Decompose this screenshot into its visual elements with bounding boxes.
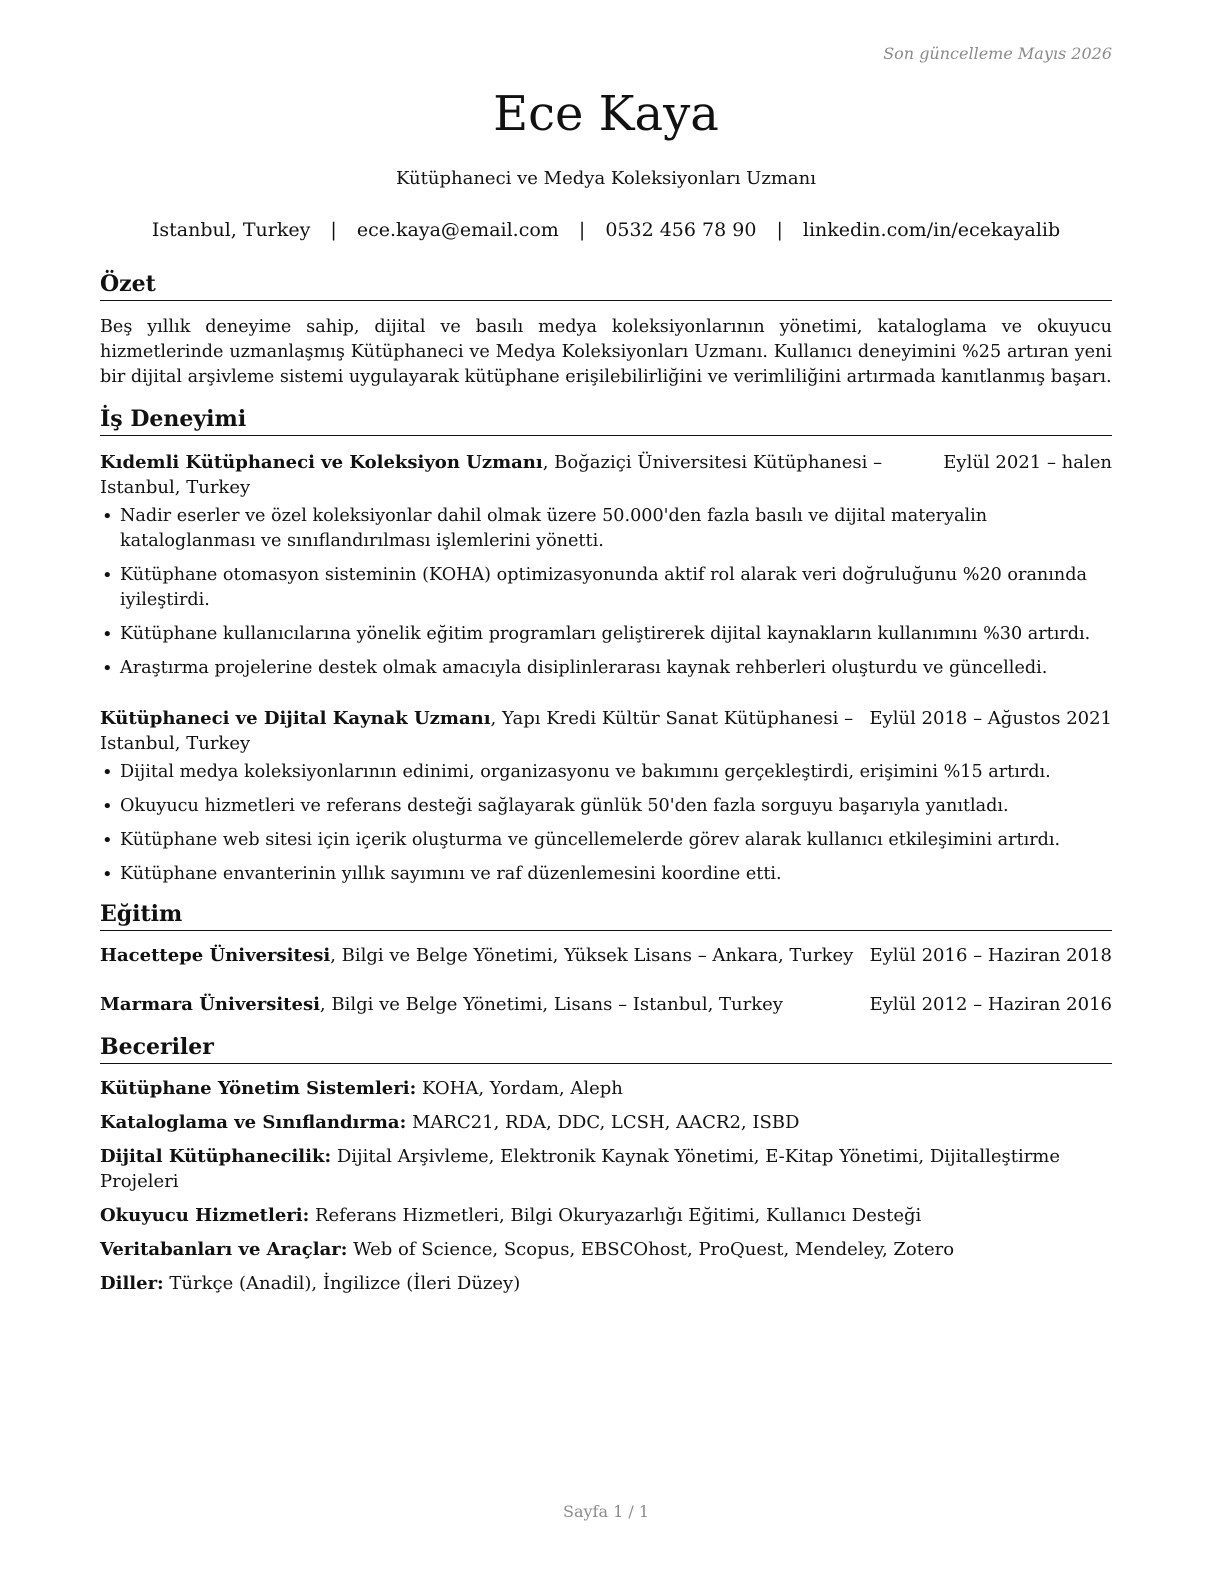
skill-row — [100, 1271, 1112, 1296]
skill-label: Veritabanları ve Araçlar: — [100, 1239, 348, 1260]
job-bullets — [100, 504, 1112, 681]
education-dates: Eylül 2016 – Haziran 2018 — [869, 945, 1112, 966]
job-organization: , Yapı Kredi Kültür Sanat Kütüphanesi – Istanbul, Turkey — [100, 708, 854, 754]
summary-text: Beş yıllık deneyime sahip, dijital ve basılı medya koleksiyonlarının yönetimi, kataloglama ve okuyucu hizmetlerinde uzmanlaşmış Kütüphaneci ve Medya Koleksiyonları Uzmanı. Kullanıcı deneyimini %25 artıran yeni bir dijital arşivleme sistemi uygulayarak kütüphane erişilebilirliğini ve verimliliğini artırmada kanıtlanmış başarı. — [100, 317, 1112, 387]
education-entry — [100, 992, 1112, 1017]
education-entry — [100, 943, 1112, 968]
skill-label: Dijital Kütüphanecilik: — [100, 1146, 332, 1167]
section-heading: İş Deneyimi — [100, 405, 1112, 436]
skill-value: KOHA, Yordam, Aleph — [416, 1078, 623, 1099]
education-school: Hacettepe Üniversitesi — [100, 945, 331, 966]
skill-value: Referans Hizmetleri, Bilgi Okuryazarlığı Eğitimi, Kullanıcı Desteği — [309, 1205, 922, 1226]
section-heading: Özet — [100, 270, 1112, 301]
skill-label: Kataloglama ve Sınıflandırma: — [100, 1112, 407, 1133]
resume-page — [100, 0, 1112, 1584]
contact-separator: | — [578, 219, 586, 241]
skill-label: Diller: — [100, 1273, 164, 1294]
job-role: Kıdemli Kütüphaneci ve Koleksiyon Uzmanı — [100, 452, 543, 473]
candidate-name: Ece Kaya — [493, 86, 719, 142]
list-item: • Kütüphane web sitesi için içerik oluşturma ve güncellemelerde görev alarak kullanıcı etkileşimini artırdı. — [100, 828, 1112, 853]
skill-value: Türkçe (Anadil), İngilizce (İleri Düzey) — [163, 1273, 521, 1294]
job-dates: Eylül 2021 – halen — [943, 452, 1112, 473]
skills-section — [100, 1033, 1112, 1305]
job-organization: , Boğaziçi Üniversitesi Kütüphanesi – Istanbul, Turkey — [100, 452, 883, 498]
skill-row — [100, 1144, 1112, 1194]
job-entry — [100, 450, 1112, 681]
contact-separator: | — [330, 219, 337, 241]
skill-label: Kütüphane Yönetim Sistemleri: — [100, 1078, 417, 1099]
list-item: • Okuyucu hizmetleri ve referans desteği sağlayarak günlük 50'den fazla sorguyu başarıyla yanıtladı. — [100, 794, 1112, 819]
contact-linkedin[interactable]: linkedin.com/in/ecekayalib — [802, 219, 1061, 241]
list-item: • Kütüphane otomasyon sisteminin (KOHA) optimizasyonunda aktif rol alarak veri doğruluğunu %20 oranında iyileştirdi. — [100, 563, 1112, 613]
candidate-title: Kütüphaneci ve Medya Koleksiyonları Uzmanı — [396, 168, 816, 189]
page-number: Sayfa 1 / 1 — [562, 1502, 649, 1521]
section-heading: Beceriler — [100, 1033, 1112, 1064]
education-detail: , Bilgi ve Belge Yönetimi, Yüksek Lisans – Ankara, Turkey — [330, 945, 854, 966]
contact-separator: | — [776, 219, 783, 241]
education-detail: , Bilgi ve Belge Yönetimi, Lisans – Istanbul, Turkey — [319, 994, 783, 1015]
contact-phone: 0532 456 78 90 — [605, 219, 757, 241]
list-item: • Nadir eserler ve özel koleksiyonlar dahil olmak üzere 50.000'den fazla basılı ve dijital materyalin kataloglanması ve sınıflandırılması işlemlerini yönetti. — [100, 504, 1112, 554]
skill-row — [100, 1203, 1112, 1228]
list-item: • Dijital medya koleksiyonlarının edinimi, organizasyonu ve bakımını gerçekleştirdi, erişimini %15 artırdı. — [100, 760, 1112, 785]
skill-value: Dijital Arşivleme, Elektronik Kaynak Yönetimi, E-Kitap Yönetimi, Dijitalleştirme Projeleri — [100, 1146, 1061, 1192]
last-updated: Son güncelleme Mayıs 2026 — [883, 44, 1112, 63]
skill-row — [100, 1076, 1112, 1101]
job-entry — [100, 706, 1112, 887]
job-header — [100, 706, 1112, 756]
section-heading: Eğitim — [100, 900, 1112, 931]
list-item: • Kütüphane envanterinin yıllık sayımını ve raf düzenlemesini koordine etti. — [100, 862, 1112, 887]
skill-row — [100, 1237, 1112, 1262]
job-dates: Eylül 2018 – Ağustos 2021 — [869, 708, 1112, 729]
skill-label: Okuyucu Hizmetleri: — [100, 1205, 310, 1226]
skill-row — [100, 1110, 1112, 1135]
skill-value: MARC21, RDA, DDC, LCSH, AACR2, ISBD — [406, 1112, 800, 1133]
list-item: • Kütüphane kullanıcılarına yönelik eğitim programları geliştirerek dijital kaynakların kullanımını %30 artırdı. — [100, 622, 1112, 647]
job-bullets — [100, 760, 1112, 887]
education-school: Marmara Üniversitesi — [100, 994, 320, 1015]
summary-section — [100, 270, 1112, 390]
job-role: Kütüphaneci ve Dijital Kaynak Uzmanı — [100, 708, 491, 729]
contact-email[interactable]: ece.kaya@email.com — [356, 219, 559, 241]
education-dates: Eylül 2012 – Haziran 2016 — [869, 994, 1112, 1015]
contact-location: Istanbul, Turkey — [151, 219, 311, 241]
education-section — [100, 900, 1112, 1017]
contact-line — [100, 219, 1112, 241]
job-header — [100, 450, 1112, 500]
skill-value: Web of Science, Scopus, EBSCOhost, ProQuest, Mendeley, Zotero — [347, 1239, 955, 1260]
list-item: • Araştırma projelerine destek olmak amacıyla disiplinlerarası kaynak rehberleri oluşturdu ve güncelledi. — [100, 656, 1112, 681]
experience-section — [100, 405, 1112, 896]
